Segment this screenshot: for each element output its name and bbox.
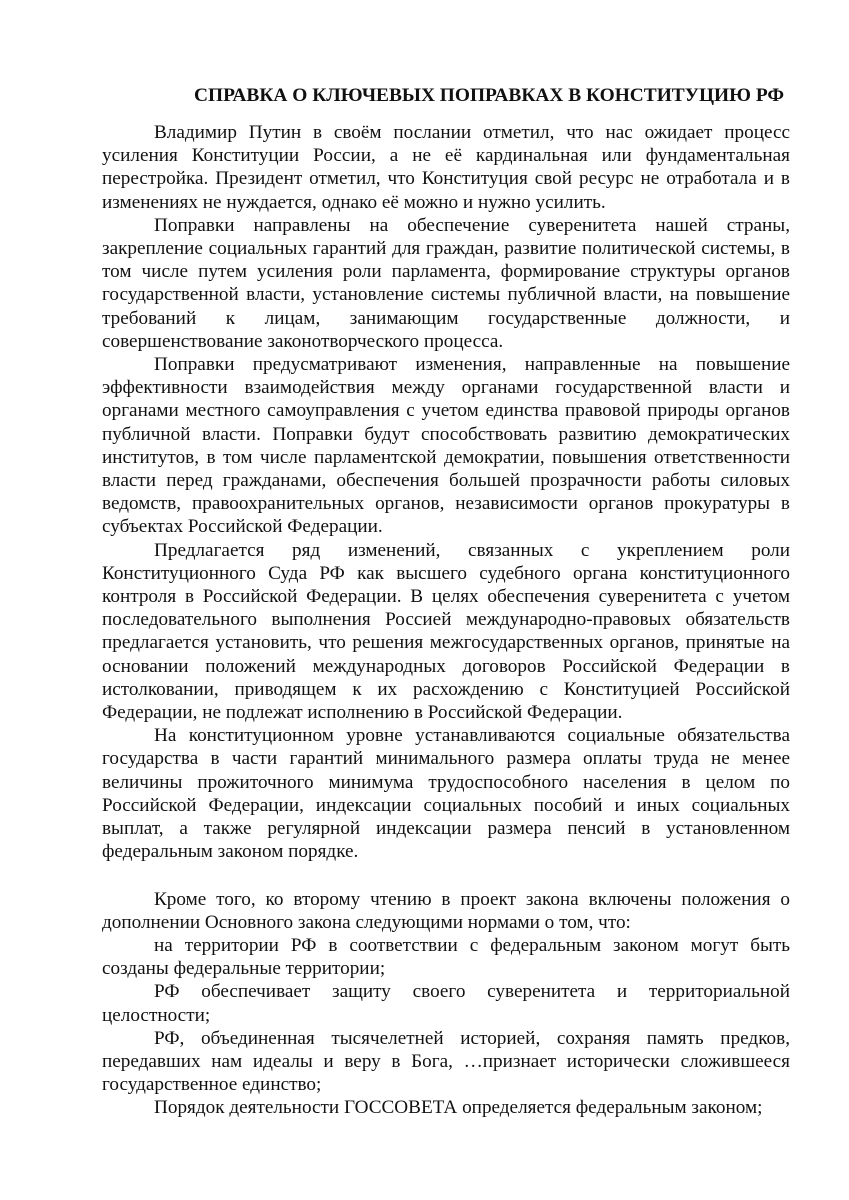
paragraph-amendments-goals: Поправки направлены на обеспечение суверенитета нашей страны, закрепление социальных гарантий для граждан, развитие политической системы, в том числе путем усиления роли парламента, формирование структуры органов государственной власти, установление системы публичной власти, на повышение требований к лицам, занимающим государственные должности, и совершенствование законотворческого процесса. (102, 214, 790, 352)
paragraph-gap (102, 864, 790, 888)
paragraph-government-interaction: Поправки предусматривают изменения, направленные на повышение эффективности взаимодействия между органами государственной власти и органами местного самоуправления с учетом единства правовой природы органов публичной власти. Поправки будут способствовать развитию демократических институтов, в том числе парламентской демократии, повышения ответственности власти перед гражданами, обеспечения большей прозрачности работы силовых ведомств, правоохранительных органов, независимости органов прокуратуры в субъектах Российской Федерации. (102, 354, 790, 538)
paragraph-social-obligations: На конституционном уровне устанавливаются социальные обязательства государства в части гарантий минимального размера оплаты труда не менее величины прожиточного минимума трудоспособного населения в целом по Российской Федерации, индексации социальных пособий и иных социальных выплат, а также регулярной индексации размера пенсий в установленном федеральным законом порядке. (102, 725, 790, 863)
paragraph-second-reading: Кроме того, ко второму чтению в проект закона включены положения о дополнении Основного закона следующими нормами о том, что: (102, 888, 790, 933)
paragraph-putin-message: Владимир Путин в своём послании отметил, что нас ожидает процесс усиления Конституции России, а не её кардинальная или фундаментальная перестройка. Президент отметил, что Конституция свой ресурс не отработала и в изменениях не нуждается, однако её можно и нужно усилить. (102, 122, 790, 213)
paragraph-constitutional-court: Предлагается ряд изменений, связанных с укреплением роли Конституционного Суда РФ как высшего судебного органа конституционного контроля в Российской Федерации. В целях обеспечения суверенитета с учетом последовательного выполнения Россией международно-правовых обязательств предлагается установить, что решения межгосударственных органов, принятые на основании положений международных договоров Российской Федерации в истолковании, приводящем к их расхождению с Конституцией Российской Федерации, не подлежат исполнению в Российской Федерации. (102, 539, 790, 724)
paragraph-sovereignty: РФ обеспечивает защиту своего суверенитета и территориальной целостности; (102, 981, 790, 1026)
document-body (102, 84, 790, 1120)
paragraph-federal-territories: на территории РФ в соответствии с федеральным законом могут быть созданы федеральные территории; (102, 934, 790, 980)
document-title: СПРАВКА О КЛЮЧЕВЫХ ПОПРАВКАХ В КОНСТИТУЦИЮ РФ (193, 85, 784, 106)
paragraph-historical-unity: РФ, объединенная тысячелетней историей, сохраняя память предков, передавших нам идеалы и веру в Бога, …признает исторически сложившееся государственное единство; (102, 1027, 790, 1096)
paragraph-gossovet: Порядок деятельности ГОССОВЕТА определяется федеральным законом; (154, 1097, 763, 1119)
